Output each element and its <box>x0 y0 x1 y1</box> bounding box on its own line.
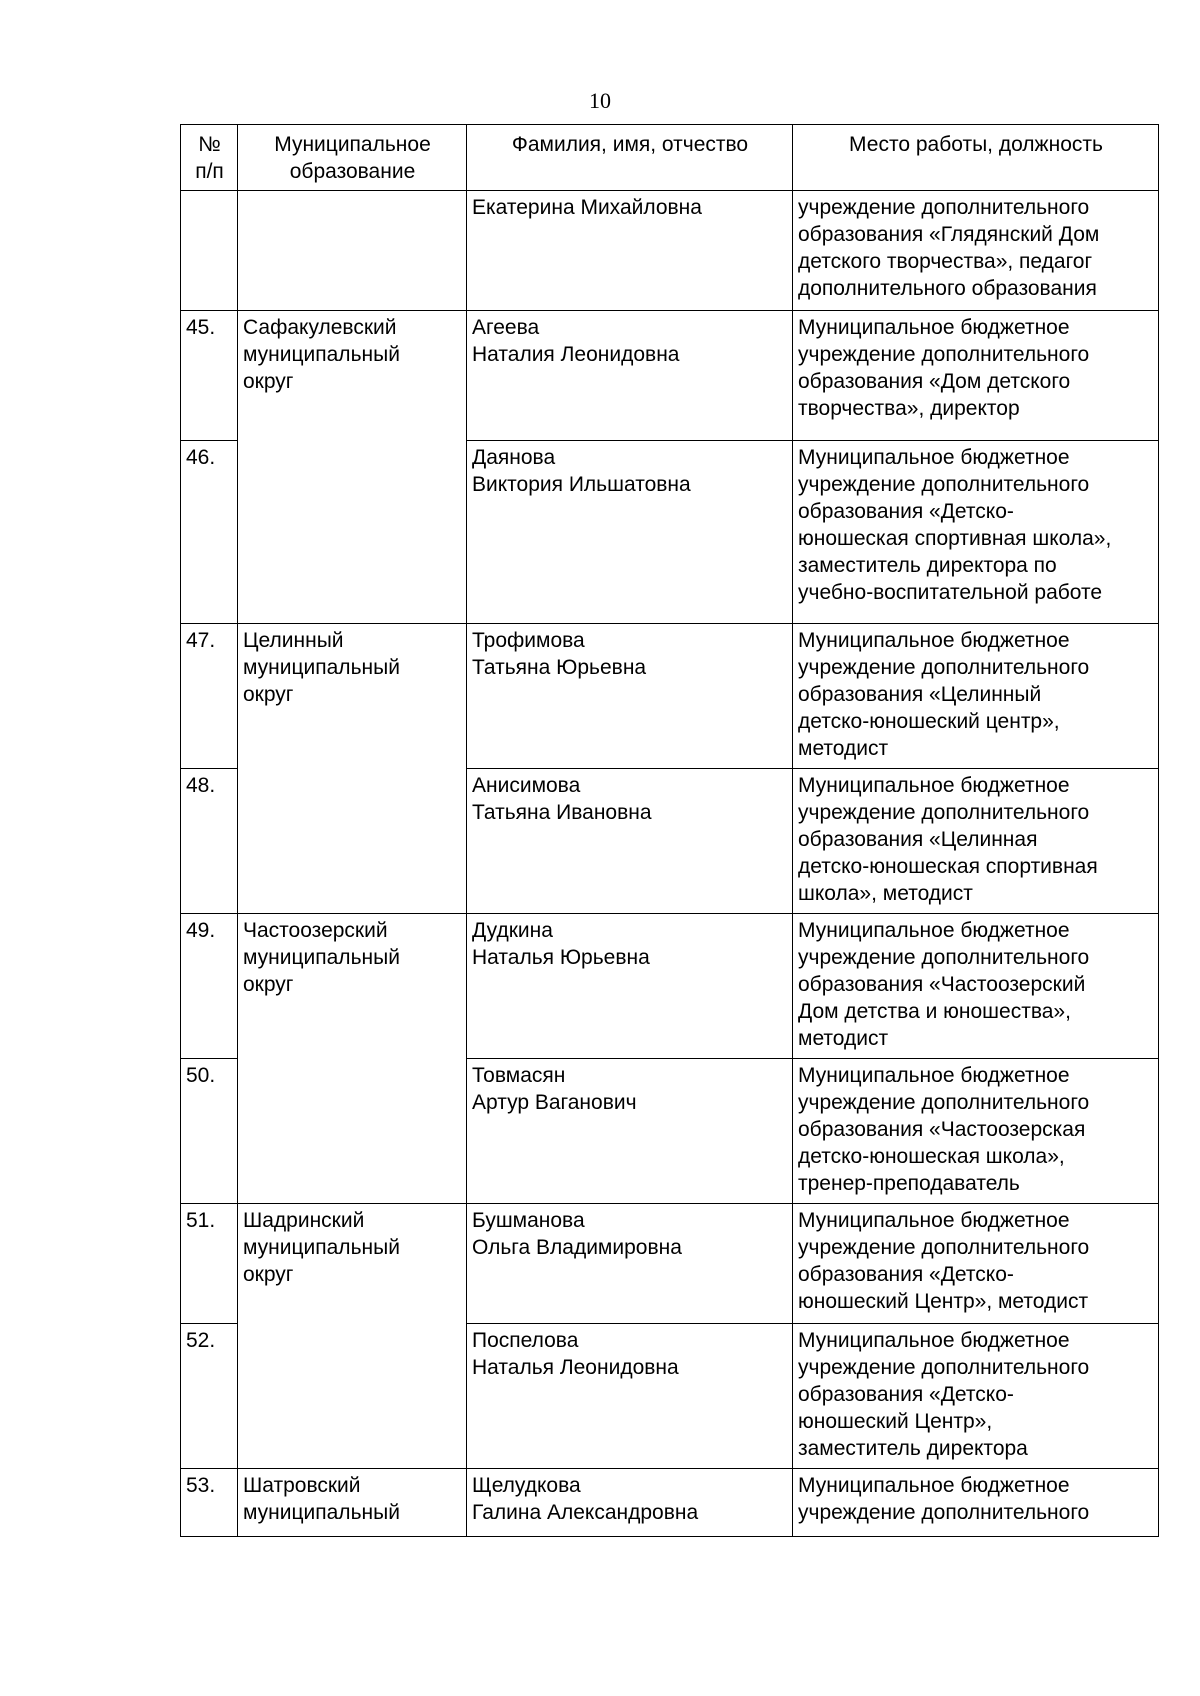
cell-workplace-position: Муниципальное бюджетное учреждение дополнительного образования «Детско- юношеский Центр», заместитель директора <box>793 1324 1159 1469</box>
cell-number: 47. <box>181 624 238 769</box>
cell-number: 45. <box>181 311 238 441</box>
cell-full-name: Щелудкова Галина Александровна <box>467 1469 793 1537</box>
cell-municipality: Шадринский муниципальный округ <box>238 1204 467 1469</box>
cell-workplace-position: Муниципальное бюджетное учреждение дополнительного образования «Целинный детско-юношеский центр», методист <box>793 624 1159 769</box>
cell-workplace-position: Муниципальное бюджетное учреждение дополнительного образования «Дом детского творчества», директор <box>793 311 1159 441</box>
cell-number: 46. <box>181 441 238 624</box>
cell-full-name: Даянова Виктория Ильшатовна <box>467 441 793 624</box>
cell-municipality: Сафакулевский муниципальный округ <box>238 311 467 624</box>
cell-number: 49. <box>181 914 238 1059</box>
cell-number: 51. <box>181 1204 238 1324</box>
cell-full-name: Анисимова Татьяна Ивановна <box>467 769 793 914</box>
cell-full-name: Агеева Наталия Леонидовна <box>467 311 793 441</box>
cell-full-name: Бушманова Ольга Владимировна <box>467 1204 793 1324</box>
cell-workplace-position: Муниципальное бюджетное учреждение дополнительного образования «Частоозерская детско-юношеская школа», тренер-преподаватель <box>793 1059 1159 1204</box>
page-number: 10 <box>589 88 611 113</box>
cell-full-name: Екатерина Михайловна <box>467 191 793 311</box>
cell-municipality <box>238 191 467 311</box>
cell-workplace-position: учреждение дополнительного образования «Глядянский Дом детского творчества», педагог дополнительного образования <box>793 191 1159 311</box>
cell-number: 52. <box>181 1324 238 1469</box>
header-municipality: Муниципальное образование <box>238 125 467 191</box>
table-row-continuation <box>181 191 1159 311</box>
cell-number: 48. <box>181 769 238 914</box>
cell-number <box>181 191 238 311</box>
header-full-name: Фамилия, имя, отчество <box>467 125 793 191</box>
table-row-49 <box>181 914 1159 1059</box>
cell-workplace-position: Муниципальное бюджетное учреждение дополнительного образования «Детско- юношеский Центр», методист <box>793 1204 1159 1324</box>
cell-number: 50. <box>181 1059 238 1204</box>
cell-municipality: Частоозерский муниципальный округ <box>238 914 467 1204</box>
cell-workplace-position: Муниципальное бюджетное учреждение дополнительного <box>793 1469 1159 1537</box>
table-row-47 <box>181 624 1159 769</box>
cell-full-name: Дудкина Наталья Юрьевна <box>467 914 793 1059</box>
table-row-45 <box>181 311 1159 441</box>
cell-workplace-position: Муниципальное бюджетное учреждение дополнительного образования «Частоозерский Дом детства и юношества», методист <box>793 914 1159 1059</box>
cell-municipality: Шатровский муниципальный <box>238 1469 467 1537</box>
table-header-row <box>181 125 1159 191</box>
header-number: № п/п <box>181 125 238 191</box>
cell-full-name: Поспелова Наталья Леонидовна <box>467 1324 793 1469</box>
participants-table <box>180 124 1159 1537</box>
header-workplace-position: Место работы, должность <box>793 125 1159 191</box>
cell-municipality: Целинный муниципальный округ <box>238 624 467 914</box>
cell-number: 53. <box>181 1469 238 1537</box>
table-row-51 <box>181 1204 1159 1324</box>
table-row-53 <box>181 1469 1159 1537</box>
cell-workplace-position: Муниципальное бюджетное учреждение дополнительного образования «Целинная детско-юношеская спортивная школа», методист <box>793 769 1159 914</box>
cell-workplace-position: Муниципальное бюджетное учреждение дополнительного образования «Детско- юношеская спортивная школа», заместитель директора по учебно-воспитательной работе <box>793 441 1159 624</box>
cell-full-name: Товмасян Артур Ваганович <box>467 1059 793 1204</box>
cell-full-name: Трофимова Татьяна Юрьевна <box>467 624 793 769</box>
